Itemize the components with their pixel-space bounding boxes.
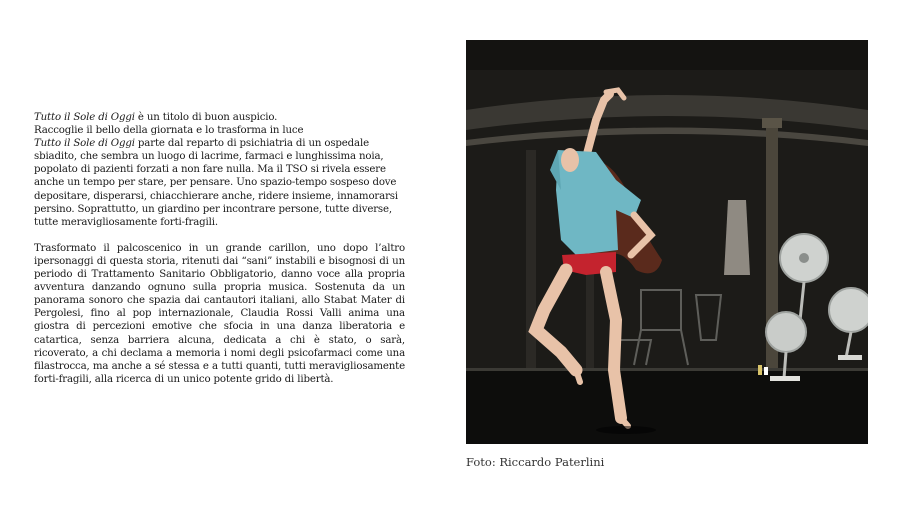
intro-paragraph: Tutto il Sole di Oggi è un titolo di buon auspicio. Raccoglie il bello della giornata e lo trasforma in luce Tutto il Sole di Oggi parte dal reparto di psichiatria di un ospedale sbiadito, che sembra un luogo di lacrime, farmaci e lunghissima noia, popolato di pazienti forzati a non fare nulla. Ma il TSO si rivela essere anche un tempo per stare, per pensare. Uno spazio-tempo sospeso dove depositare, disperarsi, chiacchierare anche, ridere insieme, innamorarsi persino. Soprattutto, un giardino per incontrare persone, tutte diverse, tutte meravigliosamente forti-fragili. — [34, 112, 398, 228]
show-title: Tutto il Sole di Oggi — [34, 112, 135, 123]
dancer-photo — [466, 40, 868, 444]
description-text — [34, 111, 405, 386]
photo-caption: Foto: Riccardo Paterlini — [466, 455, 605, 469]
show-title: Tutto il Sole di Oggi — [34, 138, 135, 150]
body-paragraph: Trasformato il palcoscenico in un grande carillon, uno dopo l’altro ipersonaggi di questa storia, ritenuti dai “sani” instabili e bisognosi di un periodo di Trattamento Sanitario Obbligatorio, danno voce alla propria avventura danzando ognuno sulla propria musica. Sostenuta da un panorama sonoro che spazia dai cantautori italiani, allo Stabat Mater di Pergolesi, fino al pop internazionale, Claudia Rossi Valli anima una giostra di percezioni emotive che sfocia in una danza liberatoria e catartica, senza barriera alcuna, dedicata a chi è stato, o sarà, ricoverato, a chi declama a memoria i nomi degli psicofarmaci come una filastrocca, ma anche a sé stessa e a tutti quanti, tutti meravigliosamente forti-fragili, alla ricerca di un unico potente grido di libertà. — [34, 242, 405, 385]
